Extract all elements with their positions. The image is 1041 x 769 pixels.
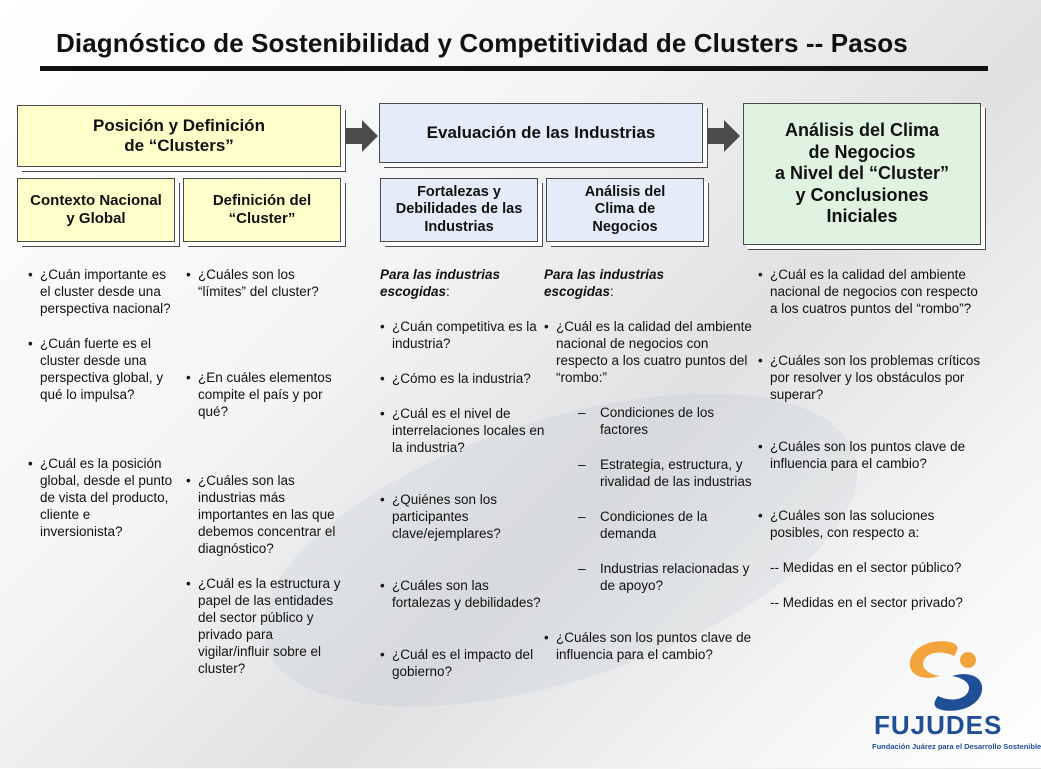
subheader-fortalezas-line3: Industrias xyxy=(424,218,494,235)
rombo-point: – Condiciones de los factores xyxy=(578,404,752,438)
arrow-1 xyxy=(344,120,378,152)
column-contexto xyxy=(28,266,176,540)
question-item: • ¿Cuán importante es el cluster desde una perspectiva nacional? xyxy=(28,266,176,317)
question-item: • ¿Cuáles son las soluciones posibles, con respecto a: xyxy=(758,507,984,541)
header-posicion-line1: Posición y Definición xyxy=(93,115,265,135)
header-clima-line3: a Nivel del “Cluster” xyxy=(774,163,950,184)
solution-sector: -- Medidas en el sector privado? xyxy=(770,595,963,610)
question-item: • ¿Quiénes son los participantes clave/ejemplares? xyxy=(380,491,546,542)
header-clima-line4: y Conclusiones xyxy=(795,184,929,205)
header-evaluacion-industrias xyxy=(379,103,703,163)
intro-line2: escogidas xyxy=(380,284,447,299)
column-intro: Para las industrias escogidas: xyxy=(380,267,501,299)
subheader-analisis-line2: Clima de xyxy=(594,201,656,218)
subheader-fortalezas xyxy=(380,178,538,242)
subheader-contexto-line2: y Global xyxy=(66,210,126,227)
arrow-2 xyxy=(706,120,740,152)
logo-name: FUJUDES xyxy=(874,710,1003,740)
subheader-definicion xyxy=(183,178,341,242)
intro-line1: Para las industrias xyxy=(380,267,501,282)
column-intro: Para las industrias escogidas: xyxy=(544,267,665,299)
subheader-definicion-line1: Definición del xyxy=(212,192,312,209)
question-item: • ¿Cuáles son las industrias más importantes en las que debemos concentrar el diagnóstico? xyxy=(186,472,344,557)
question-item: • ¿Cómo es la industria? xyxy=(380,370,546,387)
header-analisis-clima xyxy=(743,103,981,245)
question-item: • ¿Cuál es la calidad del ambiente nacional de negocios con respecto a los cuatros puntos del “rombo”? xyxy=(758,266,984,317)
subheader-fortalezas-line1: Fortalezas y xyxy=(417,183,501,200)
question-item: • ¿Cuáles son las fortalezas y debilidades? xyxy=(380,577,546,611)
question-item: • ¿Cuál es la estructura y papel de las entidades del sector público y privado para vigilar/influir sobre el cluster? xyxy=(186,575,344,677)
intro-line2: escogidas xyxy=(544,284,611,299)
question-item: • ¿En cuáles elementos compite el país y por qué? xyxy=(186,369,344,420)
intro-line1: Para las industrias xyxy=(544,267,665,282)
question-item: • ¿Cuáles son los puntos clave de influencia para el cambio? xyxy=(544,629,752,663)
question-item: • ¿Cuán fuerte es el cluster desde una perspectiva global, y qué lo impulsa? xyxy=(28,335,176,403)
subheader-contexto xyxy=(17,178,175,242)
subheader-analisis-clima xyxy=(546,178,704,242)
question-item: • ¿Cuál es el nivel de interrelaciones locales en la industria? xyxy=(380,405,546,456)
column-analisis-clima xyxy=(544,266,752,663)
question-item: • ¿Cuáles son los problemas críticos por resolver y los obstáculos por superar? xyxy=(758,352,984,403)
logo-tagline: Fundación Juárez para el Desarrollo Sostenible xyxy=(872,742,1041,751)
subheader-contexto-line1: Contexto Nacional xyxy=(30,192,162,209)
question-item: • ¿Cuál es la calidad del ambiente nacional de negocios con respecto a los cuatro puntos del “rombo:” xyxy=(544,318,752,386)
column-fortalezas xyxy=(380,266,546,680)
header-evaluacion-label: Evaluación de las Industrias xyxy=(426,122,656,142)
rombo-point: – Estrategia, estructura, y rivalidad de las industrias xyxy=(578,456,752,490)
header-posicion-definicion xyxy=(17,105,341,167)
header-posicion-line2: de “Clusters” xyxy=(124,136,234,155)
question-item: • ¿Cuál es la posición global, desde el punto de vista del producto, cliente e inversionista? xyxy=(28,455,176,540)
question-item: • ¿Cuáles son los puntos clave de influencia para el cambio? xyxy=(758,438,984,472)
header-clima-line1: Análisis del Clima xyxy=(784,120,940,141)
question-item: • ¿Cuáles son los “límites” del cluster? xyxy=(186,266,344,300)
column-definicion xyxy=(186,266,344,677)
question-item: • ¿Cuán competitiva es la industria? xyxy=(380,318,546,352)
subheader-definicion-line2: “Cluster” xyxy=(228,210,296,227)
subheader-fortalezas-line2: Debilidades de las xyxy=(395,201,523,218)
page-title: Diagnóstico de Sostenibilidad y Competitividad de Clusters -- Pasos xyxy=(56,28,908,58)
question-item: • ¿Cuál es el impacto del gobierno? xyxy=(380,646,546,680)
header-clima-line2: de Negocios xyxy=(808,141,916,162)
fujudes-logo-icon xyxy=(898,636,994,716)
rombo-point: – Condiciones de la demanda xyxy=(578,508,752,542)
subheader-analisis-line1: Análisis del xyxy=(584,183,666,200)
column-conclusiones xyxy=(758,266,984,611)
rombo-point: – Industrias relacionadas y de apoyo? xyxy=(578,560,752,594)
subheader-analisis-line3: Negocios xyxy=(592,218,658,235)
header-clima-line5: Iniciales xyxy=(826,206,898,227)
solution-sector: -- Medidas en el sector público? xyxy=(770,560,962,575)
